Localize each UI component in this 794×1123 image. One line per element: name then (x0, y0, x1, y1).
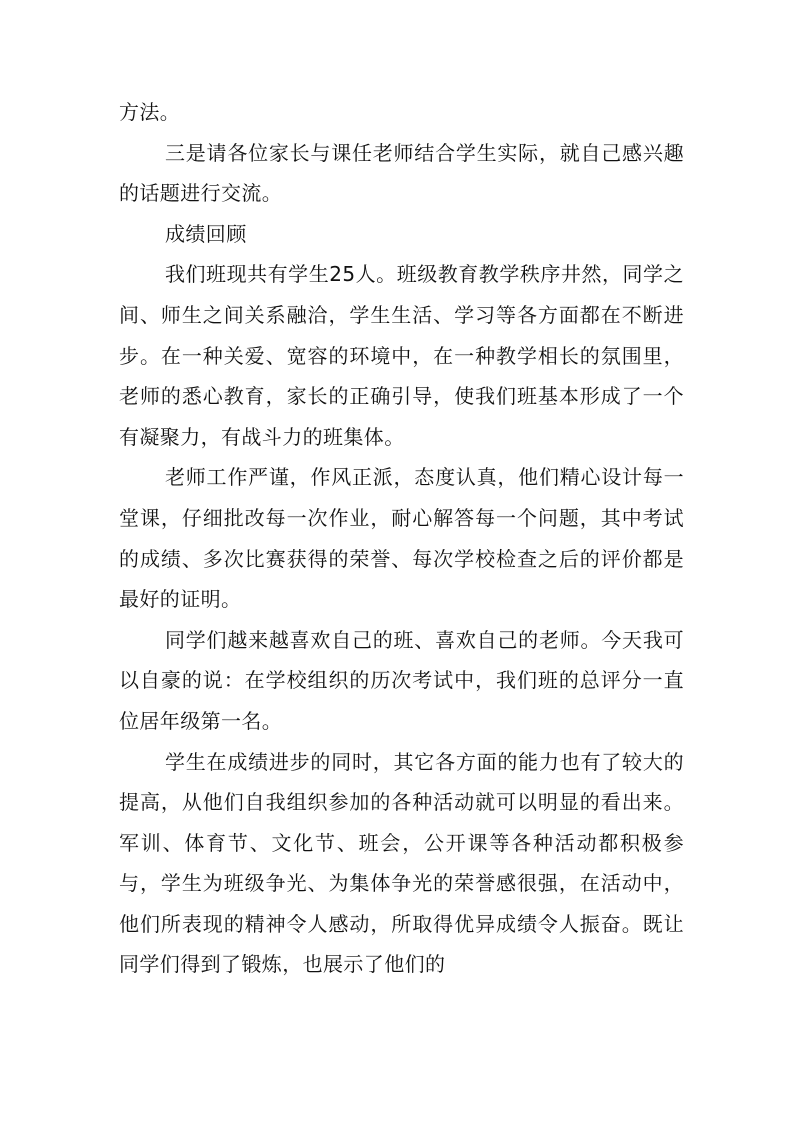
paragraph-students-pride: 同学们越来越喜欢自己的班、喜欢自己的老师。今天我可以自豪的说：在学校组织的历次考试中，我们班的总评分一直位居年级第一名。 (119, 627, 684, 733)
document-body (119, 92, 684, 985)
paragraph-continuation: 方法。 (119, 100, 181, 124)
paragraph-class-overview: 我们班现共有学生25人。班级教育教学秩序井然，同学之间、师生之间关系融洽，学生生活、学习等各方面都在不断进步。在一种关爱、宽容的环境中，在一种教学相长的氛围里，老师的悉心教育，家长的正确引导，使我们班基本形成了一个有凝聚力，有战斗力的班集体。 (119, 262, 684, 449)
paragraph-third-point: 三是请各位家长与课任老师结合学生实际，就自己感兴趣的话题进行交流。 (119, 140, 684, 206)
paragraph-activities: 学生在成绩进步的同时，其它各方面的能力也有了较大的提高，从他们自我组织参加的各种活动就可以明显的看出来。军训、体育节、文化节、班会，公开课等各种活动都积极参与，学生为班级争光、为集体争光的荣誉感很强，在活动中，他们所表现的精神令人感动，所取得优异成绩令人振奋。既让同学们得到了锻炼，也展示了他们的 (119, 749, 684, 977)
paragraph-teachers: 老师工作严谨，作风正派，态度认真，他们精心设计每一堂课，仔细批改每一次作业，耐心解答每一个问题，其中考试的成绩、多次比赛获得的荣誉、每次学校检查之后的评价都是最好的证明。 (119, 465, 684, 612)
section-heading: 成绩回顾 (165, 221, 247, 246)
